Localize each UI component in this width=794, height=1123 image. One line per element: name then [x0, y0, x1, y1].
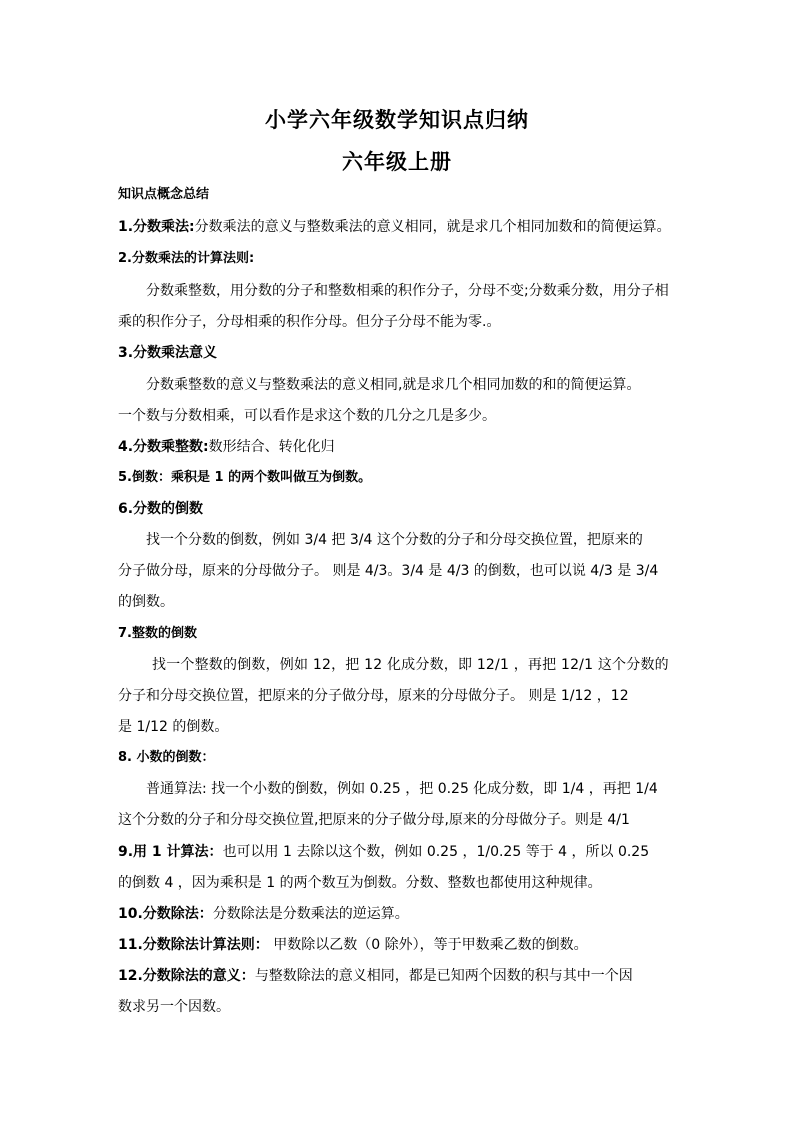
- item-2-line-1: 分数乘整数，用分数的分子和整数相乘的积作分子，分母不变;分数乘分数，用分子相: [146, 283, 669, 299]
- item-1: [118, 216, 671, 238]
- item-4: [118, 436, 335, 458]
- item-11-text: 甲数除以乙数（0 除外），等于甲数乘乙数的倒数。: [268, 937, 588, 953]
- item-11: [118, 934, 588, 956]
- document-title: 小学六年级数学知识点归纳: [265, 107, 529, 132]
- item-7-line-1: 找一个整数的倒数，例如 12，把 12 化成分数，即 12/1 ，再把 12/1 这个分数的: [152, 657, 669, 673]
- item-8-line-2: 这个分数的分子和分母交换位置,把原来的分子做分母,原来的分母做分子。则是 4/1: [118, 812, 630, 828]
- item-12-line-1: 与整数除法的意义相同，都是已知两个因数的积与其中一个因: [254, 968, 633, 984]
- item-6-heading: 6.分数的倒数: [118, 501, 204, 517]
- item-4-heading: 4.分数乘整数:: [118, 439, 209, 455]
- item-5: 5.倒数：乘积是 1 的两个数叫做互为倒数。: [118, 470, 372, 485]
- item-2-line-2: 乘的积作分子，分母相乘的积作分母。但分子分母不能为零.。: [118, 314, 501, 330]
- item-10-text: 分数除法是分数乘法的逆运算。: [212, 906, 409, 922]
- item-7-line-3: 是 1/12 的倒数。: [118, 719, 229, 735]
- document-subtitle: 六年级上册: [342, 149, 452, 174]
- item-6-line-3: 的倒数。: [118, 594, 174, 610]
- item-9: [118, 841, 649, 863]
- item-10-heading: 10.分数除法：: [118, 906, 213, 922]
- item-3-heading: 3.分数乘法意义: [118, 345, 218, 361]
- item-6-line-1: 找一个分数的倒数，例如 3/4 把 3/4 这个分数的分子和分母交换位置，把原来的: [146, 532, 643, 548]
- item-12: [118, 965, 633, 987]
- item-3-line-1: 分数乘整数的意义与整数乘法的意义相同,就是求几个相同加数的和的简便运算。: [146, 377, 641, 393]
- item-1-heading: 1.分数乘法:: [118, 219, 195, 235]
- item-7-heading: 7.整数的倒数: [118, 626, 197, 641]
- item-6-line-2: 分子做分母，原来的分母做分子。 则是 4/3。3/4 是 4/3 的倒数，也可以说 4/3 是 3/4: [118, 563, 659, 579]
- item-4-text: 数形结合、转化化归: [208, 439, 335, 455]
- item-2-heading: 2.分数乘法的计算法则:: [118, 251, 255, 266]
- item-1-text: 分数乘法的意义与整数乘法的意义相同，就是求几个相同加数和的简便运算。: [194, 219, 671, 235]
- item-9-line-2: 的倒数 4 ，因为乘积是 1 的两个数互为倒数。分数、整数也都使用这种规律。: [118, 875, 602, 891]
- item-9-heading: 9.用 1 计算法：: [118, 844, 223, 860]
- item-10: [118, 903, 409, 925]
- item-8-heading: 8. 小数的倒数：: [118, 750, 215, 765]
- item-12-line-2: 数求另一个因数。: [118, 999, 230, 1015]
- item-9-line-1: 也可以用 1 去除以这个数，例如 0.25 ，1/0.25 等于 4 ，所以 0.25: [222, 844, 650, 860]
- item-12-heading: 12.分数除法的意义：: [118, 968, 255, 984]
- item-11-heading: 11.分数除法计算法则：: [118, 937, 269, 953]
- item-8-line-1: 普通算法: 找一个小数的倒数，例如 0.25 ，把 0.25 化成分数，即 1/4 ，再把 1/4: [146, 781, 658, 797]
- section-heading: 知识点概念总结: [118, 187, 210, 202]
- item-7-line-2: 分子和分母交换位置，把原来的分子做分母，原来的分母做分子。 则是 1/12 ，12: [118, 688, 629, 704]
- item-3-line-2: 一个数与分数相乘，可以看作是求这个数的几分之几是多少。: [118, 408, 496, 424]
